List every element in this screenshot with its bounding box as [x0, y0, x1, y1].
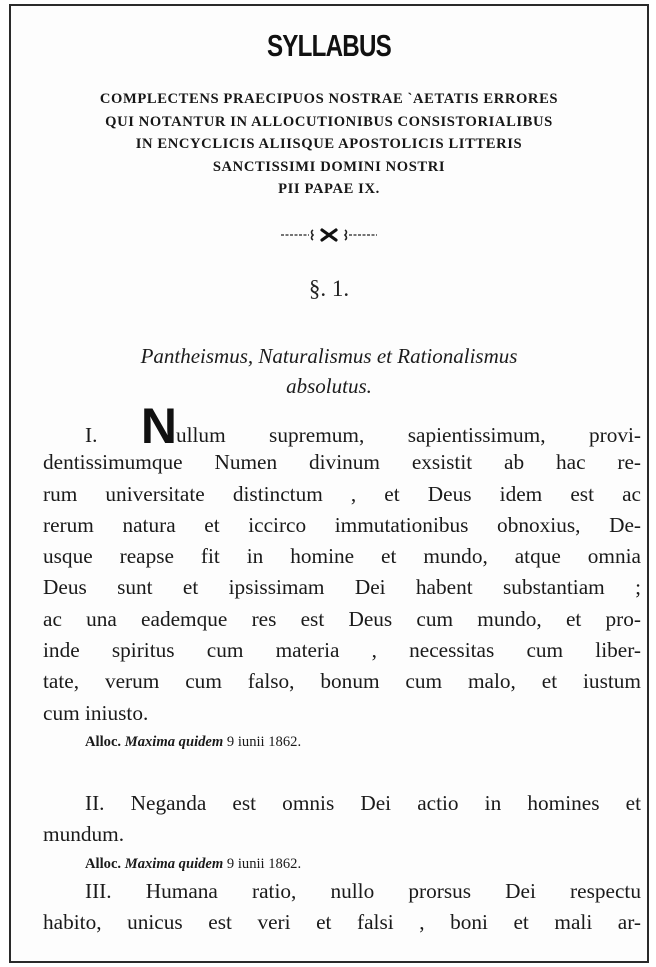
section-heading	[11, 341, 647, 401]
document-title: SYLLABUS	[266, 28, 392, 63]
subtitle-line: IN ENCYCLICIS ALIISQUE APOSTOLICIS LITTERIS	[135, 136, 523, 152]
proposition-line: rum universitate distinctum , et Deus idem est ac	[43, 481, 641, 506]
section-heading-line: Pantheismus, Naturalismus et Rationalismus	[140, 344, 518, 368]
proposition-text: ullum supremum, sapientissimum, provi-	[175, 423, 641, 447]
proposition-3	[43, 876, 641, 939]
proposition-first-line	[43, 876, 641, 907]
subtitle-line: PII PAPAE IX.	[278, 181, 380, 197]
citation	[43, 851, 641, 877]
proposition-line: ac una eademque res est Deus cum mundo, et pro-	[43, 606, 641, 631]
proposition-line: cum iniusto.	[43, 700, 149, 725]
proposition-text: Humana ratio, nullo prorsus Dei respectu	[145, 879, 641, 903]
citation-date: 9 iunii 1862.	[226, 855, 302, 872]
proposition-line: tate, verum cum falso, bonum cum malo, et iustum	[43, 669, 641, 694]
section-number: §. 1.	[308, 276, 350, 301]
proposition-numeral: III.	[85, 879, 112, 903]
fleuron-divider-icon	[279, 228, 379, 242]
subtitle-line: QUI NOTANTUR IN ALLOCUTIONIBUS CONSISTORIALIBUS	[105, 113, 553, 130]
proposition-line: dentissimumque Numen divinum exsistit ab hac re-	[43, 450, 641, 475]
subtitle-line: SANCTISSIMI DOMINI NOSTRI	[212, 158, 446, 175]
proposition-line: usque reapse fit in homine et mundo, atque omnia	[43, 544, 641, 569]
section-heading-line: absolutus.	[286, 374, 372, 398]
proposition-text: Neganda est omnis Dei actio in homines et	[130, 791, 641, 815]
citation	[43, 729, 641, 755]
citation-work: Maxima quidem	[124, 733, 224, 750]
proposition-line: Deus sunt et ipsissimam Dei habent substantiam ;	[43, 575, 641, 600]
proposition-line: inde spiritus cum materia , necessitas cum liber-	[43, 638, 641, 663]
proposition-first-line	[43, 398, 641, 454]
subtitle-line: COMPLECTENS PRAECIPUOS NOSTRAE `AETATIS ERRORES	[99, 91, 559, 107]
document-subtitle	[11, 88, 647, 201]
page-frame	[9, 4, 649, 963]
citation-date: 9 iunii 1862.	[226, 733, 302, 750]
proposition-line: habito, unicus est veri et falsi , boni et mali ar-	[43, 910, 641, 935]
proposition-numeral: II.	[85, 791, 105, 815]
citation-source: Alloc.	[85, 855, 122, 872]
proposition-numeral: I.	[85, 423, 98, 447]
drop-cap: N	[140, 398, 176, 454]
proposition-2	[43, 788, 641, 877]
citation-work: Maxima quidem	[124, 855, 224, 872]
proposition-line: rerum natura et iccirco immutationibus obnoxius, De-	[43, 512, 641, 537]
fleuron-divider-icon	[11, 228, 647, 242]
proposition-first-line	[43, 788, 641, 819]
citation-source: Alloc.	[85, 733, 122, 750]
proposition-line: mundum.	[43, 822, 125, 847]
proposition-1	[43, 398, 641, 755]
